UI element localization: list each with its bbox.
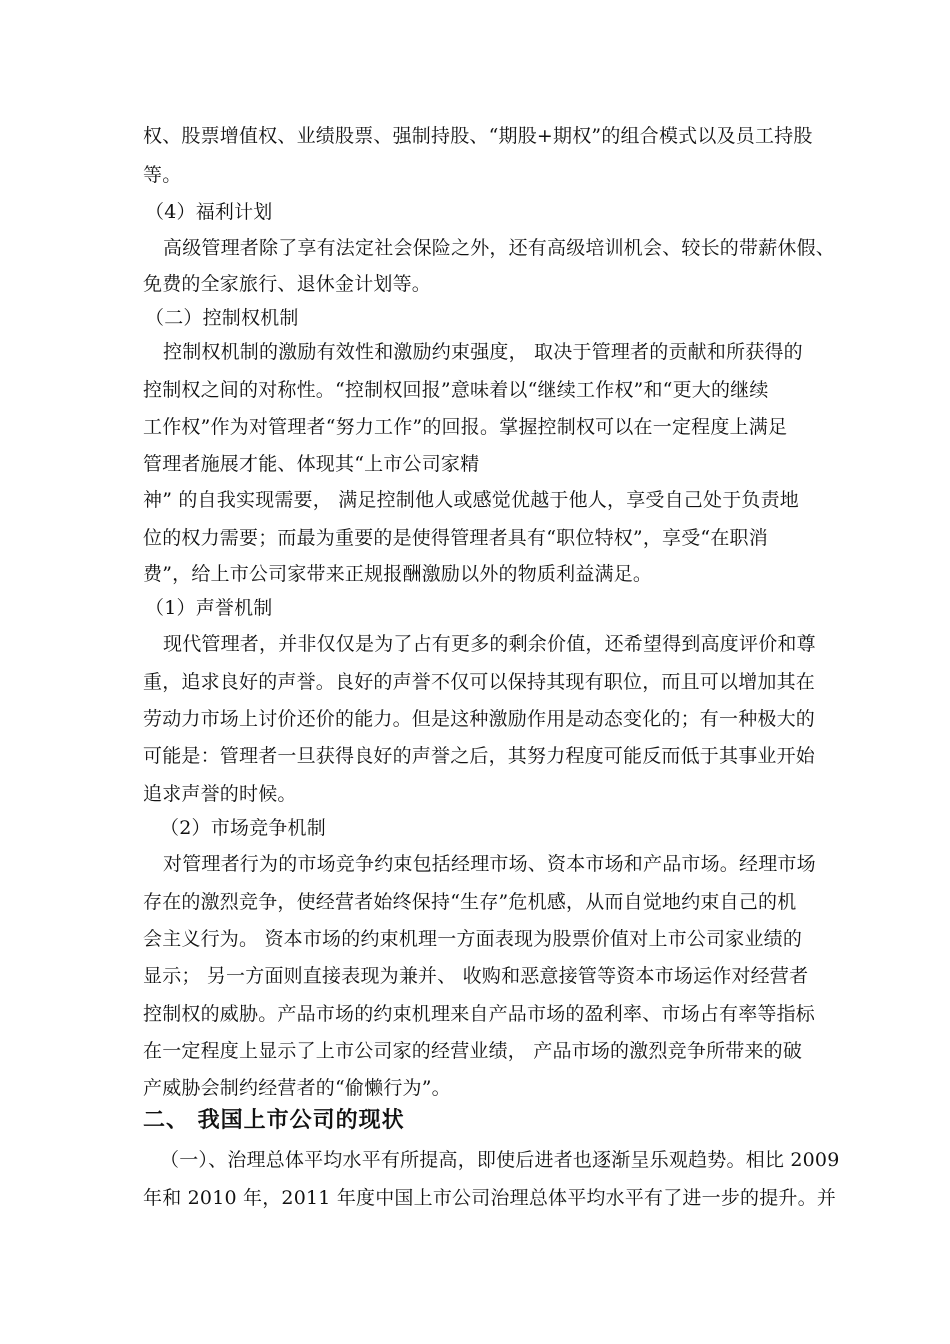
text-line: 现代管理者，并非仅仅是为了占有更多的剩余价值，还希望得到高度评价和尊 <box>163 633 816 655</box>
text-line: 免费的全家旅行、退休金计划等。 <box>143 273 432 295</box>
text-line: 高级管理者除了享有法定社会保险之外，还有高级培训机会、较长的带薪休假、 <box>163 237 836 259</box>
text-line: 显示； 另一方面则直接表现为兼并、 收购和恶意接管等资本市场运作对经营者 <box>143 965 809 987</box>
text-line: 工作权”作为对管理者“努力工作”的回报。掌握控制权可以在一定程度上满足 <box>143 416 788 438</box>
text-line: 权、股票增值权、业绩股票、强制持股、“期股+期权”的组合模式以及员工持股 <box>143 125 813 147</box>
text-line: 劳动力市场上讨价还价的能力。但是这种激励作用是动态变化的；有一种极大的 <box>143 708 816 730</box>
text-line: 位的权力需要；而最为重要的是使得管理者具有“职位特权”，享受“在职消 <box>143 527 768 549</box>
text-line: 控制权机制的激励有效性和激励约束强度， 取决于管理者的贡献和所获得的 <box>163 341 803 363</box>
text-line: 神” 的自我实现需要， 满足控制他人或感觉优越于他人，享受自己处于负责地 <box>143 489 799 511</box>
text-line: 控制权的威胁。产品市场的约束机理来自产品市场的盈利率、市场占有率等指标 <box>143 1003 816 1025</box>
text-line: 可能是：管理者一旦获得良好的声誉之后，其努力程度可能反而低于其事业开始 <box>143 745 816 767</box>
text-line: 追求声誉的时候。 <box>143 783 297 805</box>
text-line: 产威胁会制约经营者的“偷懒行为”。 <box>143 1077 451 1099</box>
section-label: （1）声誉机制 <box>145 597 273 619</box>
text-line: 控制权之间的对称性。“控制权回报”意味着以“继续工作权”和“更大的继续 <box>143 379 769 401</box>
text-line: 年和 2010 年，2011 年度中国上市公司治理总体平均水平有了进一步的提升。并 <box>143 1187 837 1209</box>
section-heading: 二、 我国上市公司的现状 <box>143 1108 405 1133</box>
section-label: （2）市场竞争机制 <box>160 817 326 839</box>
text-line: 会主义行为。 资本市场的约束机理一方面表现为股票价值对上市公司家业绩的 <box>143 928 803 950</box>
text-line: （一）、治理总体平均水平有所提高，即使后进者也逐渐呈乐观趋势。相比 2009 <box>160 1149 840 1171</box>
section-label: （二）控制权机制 <box>145 307 299 329</box>
text-line: 等。 <box>143 164 182 186</box>
section-label: （4）福利计划 <box>145 201 273 223</box>
text-line: 管理者施展才能、体现其“上市公司家精 <box>143 453 480 475</box>
text-line: 费”，给上市公司家带来正规报酬激励以外的物质利益满足。 <box>143 563 653 585</box>
text-line: 存在的激烈竞争，使经营者始终保持“生存”危机感，从而自觉地约束自己的机 <box>143 891 797 913</box>
text-line: 在一定程度上显示了上市公司家的经营业绩， 产品市场的激烈竞争所带来的破 <box>143 1040 803 1062</box>
text-line: 重，追求良好的声誉。良好的声誉不仅可以保持其现有职位，而且可以增加其在 <box>143 671 816 693</box>
text-line: 对管理者行为的市场竞争约束包括经理市场、资本市场和产品市场。经理市场 <box>163 853 816 875</box>
